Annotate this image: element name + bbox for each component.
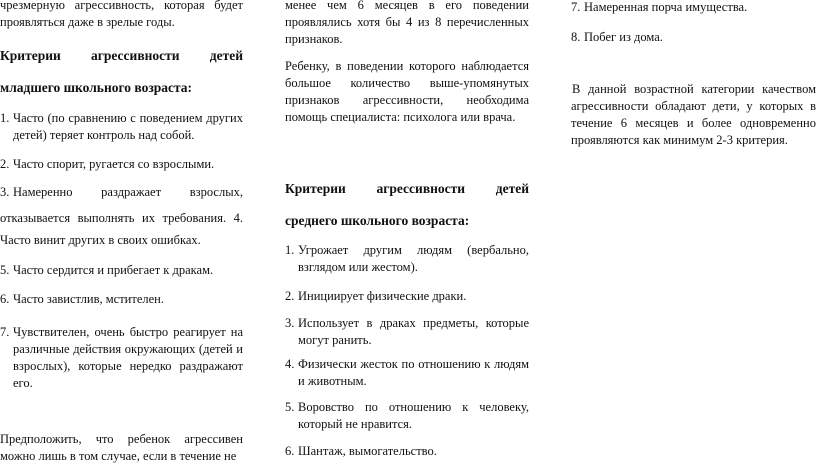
list-item — [0, 110, 243, 144]
heading-line-2: среднего школьного возраста: — [285, 213, 470, 228]
paragraph: Ребенку, в поведении которого наблюдается большое количество выше-упомянутых признаков агрессивности, необходима помощь специалиста: психолога или врача. — [285, 59, 529, 124]
list-text: Часто завистлив, мстителен. — [13, 292, 164, 306]
intro-text: чрезмерную агрессивность, которая будет проявляться даже в зрелые годы. — [0, 0, 243, 29]
list-item — [571, 29, 816, 46]
list-item — [0, 324, 243, 392]
heading-line-1: Критерии агрессивности детей — [0, 48, 243, 63]
list-number: 3. — [285, 316, 295, 330]
list-number: 6. — [0, 292, 10, 306]
list-item — [0, 291, 243, 308]
list-number: 6. — [285, 444, 295, 458]
list-text: Побег из дома. — [584, 30, 663, 44]
list-number: 8. — [571, 30, 581, 44]
list-item — [285, 288, 529, 305]
list-text: Шантаж, вымогательство. — [298, 444, 437, 458]
list-item — [285, 356, 529, 390]
list-number: 2. — [0, 157, 10, 171]
list-text: Часто спорит, ругается со взрослыми. — [13, 157, 215, 171]
list-number: 5. — [0, 263, 10, 277]
list-item — [0, 184, 243, 201]
intro-text: менее чем 6 месяцев в его поведении проявлялись хотя бы 4 из 8 перечисленных признаков. — [285, 0, 529, 46]
list-text-continued: Часто винит других в своих ошибках. — [0, 233, 201, 247]
list-item — [285, 399, 529, 433]
heading-line-1: Критерии агрессивности детей — [285, 181, 529, 196]
list-item — [285, 315, 529, 349]
list-text-continued: отказывается выполнять их требования. 4. — [0, 211, 243, 225]
list-number: 2. — [285, 289, 295, 303]
list-number: 4. — [285, 357, 295, 371]
list-text: Часто (по сравнению с поведением других детей) теряет контроль над собой. — [13, 111, 243, 142]
list-text: Угрожает другим людям (вербально, взглядом или жестом). — [298, 243, 529, 274]
list-text: Воровство по отношению к человеку, который не нравится. — [298, 400, 529, 431]
list-text: Физически жесток по отношению к людям и животным. — [298, 357, 529, 388]
list-item — [571, 0, 816, 16]
heading-line-2: младшего школьного возраста: — [0, 80, 193, 95]
list-text: Использует в драках предметы, которые могут ранить. — [298, 316, 529, 347]
list-item — [285, 443, 529, 460]
list-item — [0, 262, 243, 279]
list-text: Часто сердится и прибегает к дракам. — [13, 263, 214, 277]
list-item — [0, 156, 243, 173]
paragraph: В данной возрастной категории качеством агрессивности обладают дети, у которых в течение 6 месяцев и более одновременно проявляются как минимум 2-3 критерия. — [571, 82, 816, 147]
closing-text: Предположить, что ребенок агрессивен можно лишь в том случае, если в течение не — [0, 432, 243, 463]
list-number: 1. — [285, 243, 295, 257]
list-number: 7. — [0, 325, 10, 339]
list-number: 5. — [285, 400, 295, 414]
list-text: Намеренно раздражает взрослых, — [13, 185, 243, 199]
list-text: Намеренная порча имущества. — [584, 0, 748, 14]
list-text: Инициирует физические драки. — [298, 289, 467, 303]
list-text: Чувствителен, очень быстро реагирует на различные действия окружающих (детей и взрослых), которые нередко раздражают его. — [13, 325, 243, 390]
list-item — [285, 242, 529, 276]
list-number: 1. — [0, 111, 10, 125]
list-number: 3. — [0, 185, 10, 199]
list-number: 7. — [571, 0, 581, 14]
